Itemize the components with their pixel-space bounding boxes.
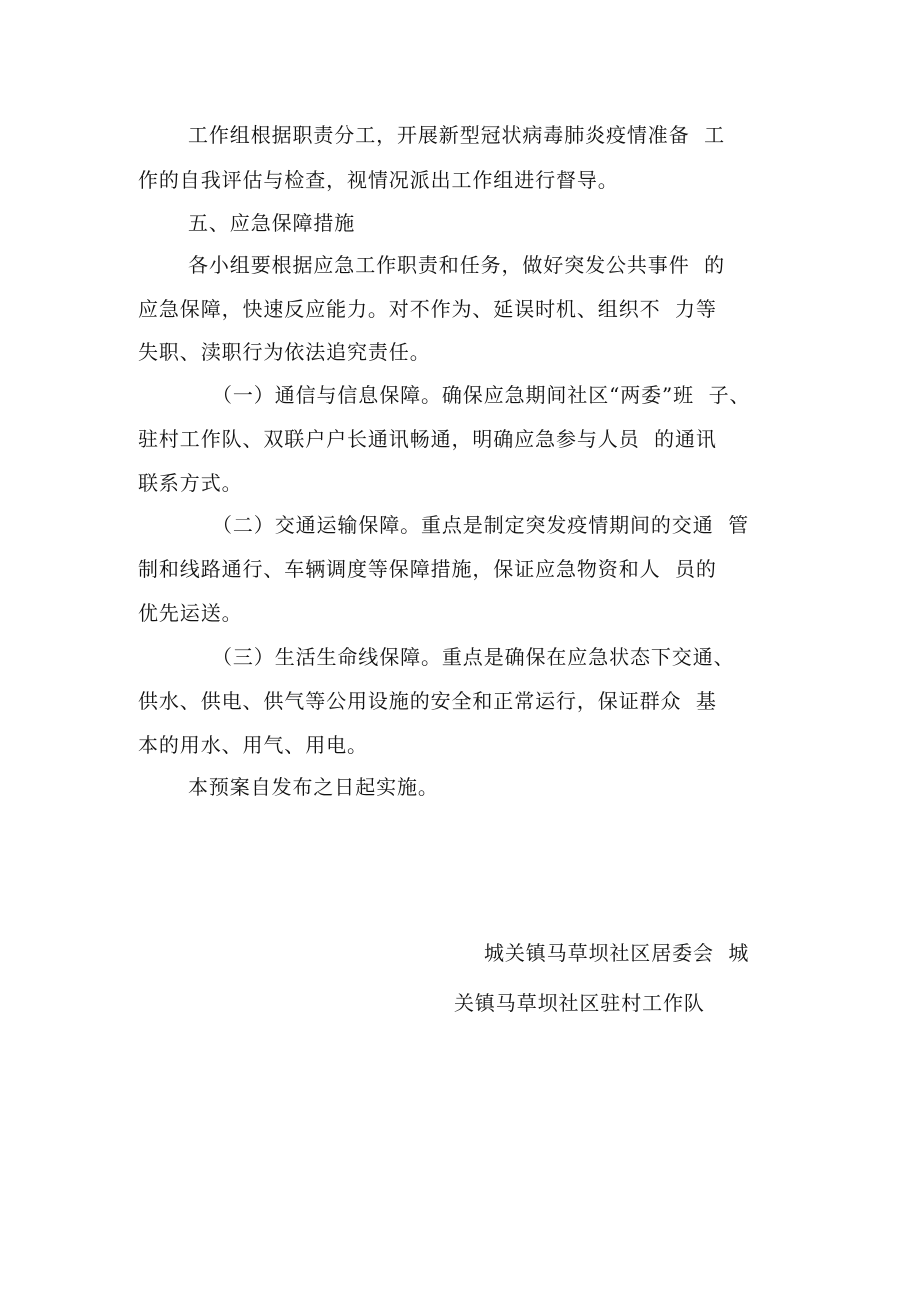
paragraph-line: （三）生活生命线保障。重点是确保在应急状态下交通、 [212, 645, 735, 669]
paragraph-line: 各小组要根据应急工作职责和任务，做好突发公共事件 的 [188, 253, 726, 277]
paragraph-line: （二）交通运输保障。重点是制定突发疫情期间的交通 管 [212, 513, 750, 537]
paragraph-line: 驻村工作队、双联户户长通讯畅通，明确应急参与人员 的通讯 [138, 427, 717, 451]
closing-line: 本预案自发布之日起实施。 [188, 775, 439, 799]
paragraph-line: 应急保障，快速反应能力。对不作为、延误时机、组织不 力等 [138, 297, 717, 321]
signature-line: 关镇马草坝社区驻村工作队 [454, 991, 705, 1015]
paragraph-line: 本的用水、用气、用电。 [138, 733, 368, 757]
paragraph-line: 联系方式。 [138, 471, 243, 495]
signature-line: 城关镇马草坝社区居委会 城 [484, 941, 750, 965]
paragraph-line: 作的自我评估与检查，视情况派出工作组进行督导。 [138, 168, 619, 192]
paragraph-line: 供水、供电、供气等公用设施的安全和正常运行，保证群众 基 [138, 689, 717, 713]
paragraph-line: 工作组根据职责分工，开展新型冠状病毒肺炎疫情准备 工 [188, 123, 726, 147]
paragraph-line: （一）通信与信息保障。确保应急期间社区“两委”班 子、 [212, 383, 751, 407]
paragraph-line: 优先运送。 [138, 601, 243, 625]
paragraph-line: 失职、渎职行为依法追究责任。 [138, 340, 431, 364]
paragraph-line: 制和线路通行、车辆调度等保障措施，保证应急物资和人 员的 [138, 557, 717, 581]
section-heading: 五、应急保障措施 [188, 211, 356, 235]
